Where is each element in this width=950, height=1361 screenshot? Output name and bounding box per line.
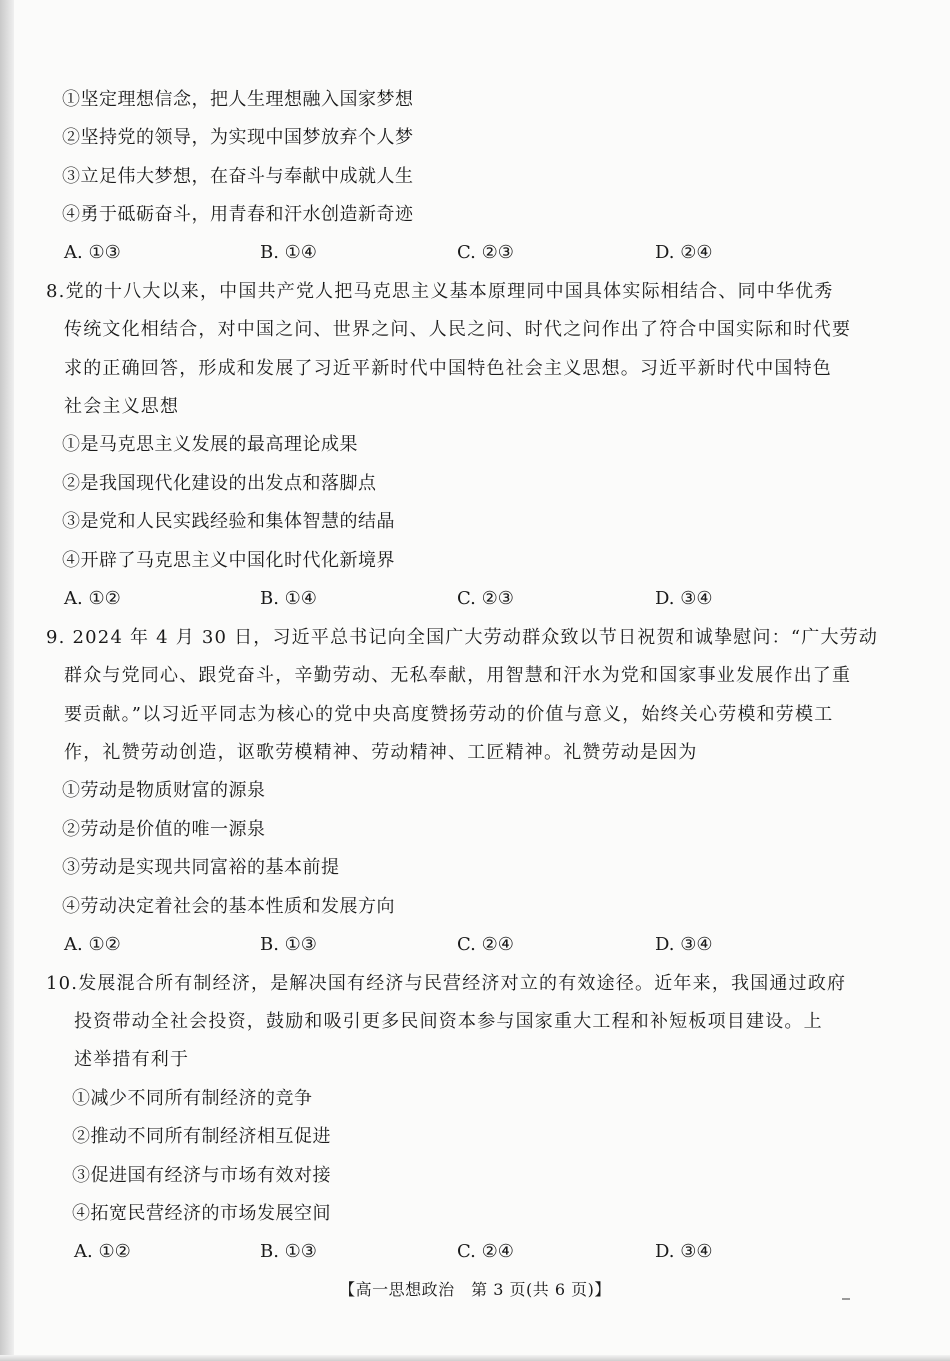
scan-edge-bottom [0, 1355, 950, 1361]
q9-stem-line-4: 作，礼赞劳动创造，讴歌劳模精神、劳动精神、工匠精神。礼赞劳动是因为 [64, 742, 698, 763]
q9-stem-line-1: 9. 2024 年 4 月 30 日，习近平总书记向全国广大劳动群众致以节日祝贺和诚挚慰问：“广大劳动 [46, 627, 879, 648]
q7-choice-c: C. ②③ [457, 242, 514, 263]
q7-option-1: ①坚定理想信念，把人生理想融入国家梦想 [62, 89, 414, 110]
q10-choice-b: B. ①③ [260, 1241, 317, 1262]
q7-option-4: ④勇于砥砺奋斗，用青春和汗水创造新奇迹 [62, 204, 414, 225]
q8-stem-line-1: 8.党的十八大以来，中国共产党人把马克思主义基本原理同中国具体实际相结合、同中华优秀 [46, 281, 834, 302]
q10-stem-line-3: 述举措有利于 [74, 1049, 190, 1070]
q10-stem-line-1: 10.发展混合所有制经济，是解决国有经济与民营经济对立的有效途径。近年来，我国通过政府 [46, 973, 847, 994]
q8-option-2: ②是我国现代化建设的出发点和落脚点 [62, 473, 377, 494]
q9-choice-c: C. ②④ [457, 934, 514, 955]
q10-stem-line-2: 投资带动全社会投资，鼓励和吸引更多民间资本参与国家重大工程和补短板项目建设。上 [74, 1011, 823, 1032]
scan-edge-left [0, 0, 14, 1361]
q10-choice-d: D. ③④ [655, 1241, 713, 1262]
page-footer: 【高一思想政治 第 3 页(共 6 页)】 [339, 1280, 611, 1299]
q7-choice-b: B. ①④ [260, 242, 317, 263]
q10-option-4: ④拓宽民营经济的市场发展空间 [72, 1203, 331, 1224]
q9-option-4: ④劳动决定着社会的基本性质和发展方向 [62, 896, 395, 917]
q7-option-2: ②坚持党的领导，为实现中国梦放弃个人梦 [62, 127, 414, 148]
q8-option-3: ③是党和人民实践经验和集体智慧的结晶 [62, 511, 395, 532]
q7-choice-d: D. ②④ [655, 242, 713, 263]
scan-speck [842, 1298, 850, 1300]
q9-stem-line-3: 要贡献。”以习近平同志为核心的党中央高度赞扬劳动的价值与意义，始终关心劳模和劳模工 [64, 704, 834, 725]
q10-choice-c: C. ②④ [457, 1241, 514, 1262]
q9-choice-a: A. ①② [64, 934, 121, 955]
q9-option-3: ③劳动是实现共同富裕的基本前提 [62, 857, 340, 878]
q8-option-4: ④开辟了马克思主义中国化时代化新境界 [62, 550, 395, 571]
q8-stem-line-4: 社会主义思想 [64, 396, 180, 417]
q10-choice-a: A. ①② [74, 1241, 131, 1262]
q9-stem-line-2: 群众与党同心、跟党奋斗，辛勤劳动、无私奉献，用智慧和汗水为党和国家事业发展作出了重 [64, 665, 852, 686]
q8-stem-line-3: 求的正确回答，形成和发展了习近平新时代中国特色社会主义思想。习近平新时代中国特色 [64, 358, 832, 379]
q8-stem-line-2: 传统文化相结合，对中国之问、世界之问、人民之问、时代之问作出了符合中国实际和时代要 [64, 319, 852, 340]
q8-choice-d: D. ③④ [655, 588, 713, 609]
q7-choice-a: A. ①③ [64, 242, 121, 263]
q9-option-1: ①劳动是物质财富的源泉 [62, 780, 266, 801]
q8-choice-a: A. ①② [64, 588, 121, 609]
q10-option-3: ③促进国有经济与市场有效对接 [72, 1165, 331, 1186]
q10-option-1: ①减少不同所有制经济的竞争 [72, 1088, 313, 1109]
q8-option-1: ①是马克思主义发展的最高理论成果 [62, 434, 358, 455]
q8-choice-c: C. ②③ [457, 588, 514, 609]
q7-option-3: ③立足伟大梦想，在奋斗与奉献中成就人生 [62, 166, 414, 187]
q8-choice-b: B. ①④ [260, 588, 317, 609]
q9-option-2: ②劳动是价值的唯一源泉 [62, 819, 266, 840]
q10-option-2: ②推动不同所有制经济相互促进 [72, 1126, 331, 1147]
q9-choice-b: B. ①③ [260, 934, 317, 955]
q9-choice-d: D. ③④ [655, 934, 713, 955]
